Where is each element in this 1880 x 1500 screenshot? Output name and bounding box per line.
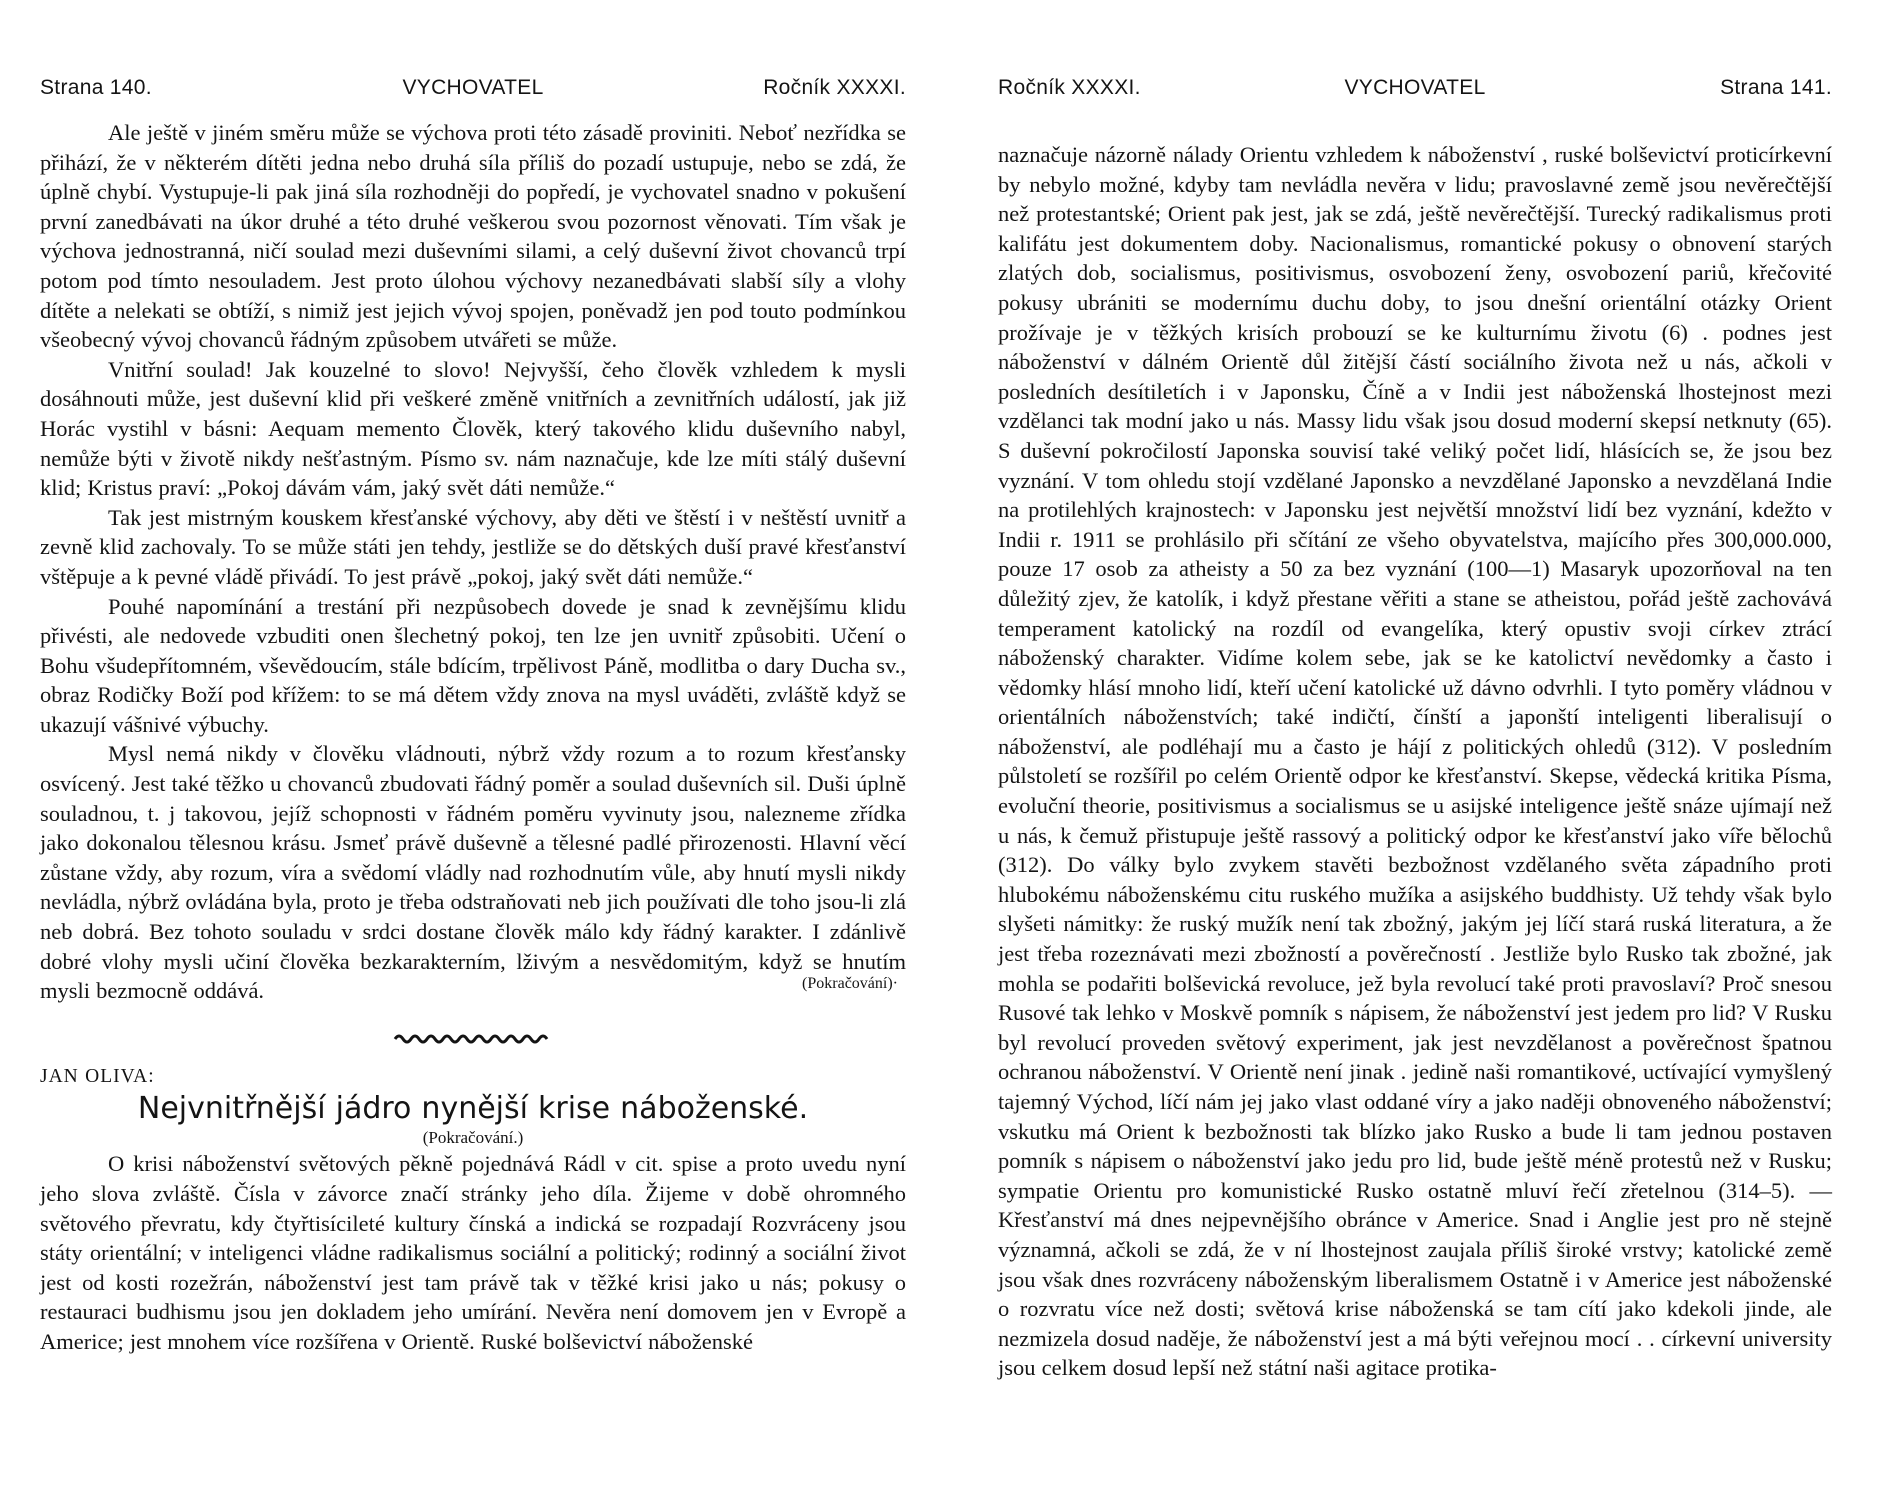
right-page	[998, 0, 1832, 1500]
left-journal-title: VYCHOVATEL	[402, 76, 544, 99]
left-running-header	[40, 76, 906, 102]
paragraph: naznačuje názorně nálady Orientu vzhledem k náboženství , ruské bolševictví proticírkevní by nebylo možné, kdyby tam nevládla nevěra v lidu; pravoslavné země jsou nevěrečtější než protestantské; Orient pak jest, jak se zdá, ještě nevěrečtější. Turecký radikalismus proti kalifátu jest dokumentem doby. Nacionalismus, romantické pokusy o obnovení starých zlatých dob, socialismus, positivismus, osvobození ženy, osvobození pariů, křečovité pokusy ubrániti se modernímu duchu doby, to jsou dnešní orientální otázky Orient prožívaje je v těžkých krisích probouzí se ke kulturnímu životu (6) . podnes jest náboženství v dálném Orientě důl žitější částí sociálního života než u nás, ačkoli v posledních desítiletích i v Japonsku, Číně a v Indii jest náboženská lhostejnost mezi vzdělanci tak modní jako u nás. Massy lidu však jsou dosud moderní skepsí netknuty (65). S duševní pokročilostí Japonska souvisí také veliký počet lidí, hlásících se, že jsou bez vyznání. V tom ohledu stojí vzdělané Japonsko a nevzdělané Japonsko a nevzdělaná Indie na protilehlých krajnostech: v Japonsku jest největší množství lidí bez vyznání, kdežto v Indii r. 1911 se prohlásilo při sčítání ze všeho obyvatelstva, majícího přes 300,000.000, pouze 17 osob za atheisty a 50 za bez vyznání (100—1) Masaryk upozorňoval na ten důležitý zjev, že katolík, i když přestane věřiti a stane se atheistou, pořád ještě zachovává temperament katolický na rozdíl od evangelíka, který opustiv svoji církev ztrácí náboženský charakter. Vidíme kolem sebe, jak se ke katolictví nevědomky a často i vědomky hlásí mnoho lidí, kteří učení katolické už dávno odvrhli. I tyto poměry vládnou v orientálních náboženstvích; také indičtí, čínští a japonští inteligenti liberalisují o náboženství, ale podléhají mu a často je hájí z politických ohledů (312). V posledním půlstoletí se rozšířil po celém Orientě odpor ke křesťanství. Skepse, vědecká kritika Písma, evoluční theorie, positivismus a socialismus se u asijské inteligence ještě snáze ujímají než u nás, k čemuž přistupuje ještě rassový a politický odpor ke křesťanství jako víře bělochů (312). Do války bylo zvykem stavěti bezbožnost vzdělaného světa západního proti hlubokému náboženskému citu ruského mužíka a asijského buddhisty. Už tehdy však bylo slyšeti námitky: že ruský mužík není tak zbožný, jakým jej líčí stará ruská literatura, a že jest třeba rozeznávati mezi zbožností a pověrečností . Jestliže bylo Rusko tak zbožné, jak mohla se podařiti bolševická revoluce, jež byla revolucí také proti pravoslaví? Proč snesou Rusové tak lehko v Moskvě pomník s nápisem, že náboženství jest jedem pro lid? V Rusku byl revolucí proveden světový experiment, jak jest nevzdělanost a pověrečnost špatnou ochranou náboženství. V Orientě není jinak . jedině naši romantikové, uctívající vymyšlený tajemný Východ, líčí nám jej jako vlast oddané víry a jako naději obnoveného náboženství; vskutku má Orient k bezbožnosti tak blízko jako Rusko a bude li tam jednou postaven pomník s nápisem o náboženství jako jedu pro lid, bude ještě méně protestů než v Rusku; sympatie Orientu pro komunistické Rusko ostatně mluví řečí zřetelnou (314–5). — Křesťanství má dnes nejpevnějšího obránce v Americe. Snad i Anglie jest pro ně stejně významná, ačkoli se zdá, že v ní lhostejnost zaujala příliš široké vrstvy; katolické země jsou však dnes rozvráceny náboženským liberalismem Ostatně i v Americe jest náboženské o rozvratu více než dosti; světová krise náboženská se tam cítí jako kdekoli jinde, ale nezmizela dosud naděje, že náboženství jest a má býti veřejnou mocí . . církevní university jsou celkem dosud lepší než státní naši agitace protika-	[998, 142, 1832, 1381]
article-paragraph: O krisi náboženství světových pěkně pojednává Rádl v cit. spise a proto uvedu nyní jeho slova zvláště. Čísla v závorce značí stránky jeho díla. Žijeme v době ohromného světového převratu, kdy čtyřtisícileté kultury čínská a indická se rozpadají Rozvráceny jsou státy orientální; v inteligenci vládne radikalismus sociální a politický; rodinný a sociální život jest od kosti rozežrán, náboženství jest tam právě tak v těžké krisi jako u nás; pokusy o restauraci budhismu jsou jen dokladem jeho umírání. Nevěra není domovem jen v Evropě a Americe; jest mnohem více rozšířena v Orientě. Ruské bolševictví náboženské	[40, 1151, 906, 1354]
left-body	[40, 118, 906, 1357]
article-subtitle: (Pokračování.)	[422, 1128, 524, 1148]
squiggle-divider	[393, 1032, 553, 1046]
paragraph: Ale ještě v jiném směru může se výchova proti této zásadě proviniti. Neboť nezřídka se přihází, že v některém dítěti jedna nebo druhá síla příliš do pozadí ustupuje, nebo se zdá, že úplně chybí. Vystupuje-li pak jiná síla rozhodněji do popředí, je vychovatel snadno v pokušení první zanedbávati na úkor druhé a této druhé veškerou svou pozornost věnovati. Tím však je výchova jednostranná, ničí soulad mezi duševními silami, a celý duševní život chovanců trpí potom pod tímto nesouladem. Jest proto úlohou výchovy nezanedbávati slabší síly a vlohy dítěte a nelekati se obtíží, s nimiž jest jejich vývoj spojen, poněvadž jen pod touto podmínkou všeobecný vývoj chovanců řádným způsobem utvářeti se může.	[40, 120, 906, 353]
right-running-header	[998, 76, 1832, 102]
right-page-number: Strana 141.	[1720, 76, 1832, 99]
paragraph: Vnitřní soulad! Jak kouzelné to slovo! Nejvyšší, čeho člověk vzhledem k mysli dosáhnouti může, jest duševní klid při veškeré změně vnitřních a zevnitřních událostí, jak již Horác vystihl v básni: Aequam memento Člověk, který takového klidu duševního nabyl, nemůže býti v životě nikdy nešťastným. Písmo sv. nám naznačuje, kde lze míti stálý duševní klid; Kristus praví: „Pokoj dávám vám, jaký svět dáti nemůže.“	[40, 356, 906, 501]
left-volume: Ročník XXXXI.	[763, 76, 906, 99]
article-title: Nejvnitřnější jádro nynější krise náboženské.	[137, 1091, 809, 1127]
paragraph: Pouhé napomínání a trestání při nezpůsobech dovede je snad k zevnějšímu klidu přivésti, ale nedovede vzbuditi onen šlechetný pokoj, ten lze jen uvnitř způsobiti. Učení o Bohu všudepřítomném, vševědoucím, stále bdícím, trpělivost Páně, modlitba o dary Ducha sv., obraz Rodičky Boží pod křížem: to se má dětem vždy znova na mysl uváděti, zvláště když se ukazují vášnivé výbuchy.	[40, 593, 906, 737]
right-journal-title: VYCHOVATEL	[1344, 76, 1486, 99]
paragraph-with-continuation	[40, 739, 906, 1005]
right-volume: Ročník XXXXI.	[998, 76, 1141, 99]
left-page-number: Strana 140.	[40, 76, 152, 99]
left-page	[40, 0, 906, 1500]
continuation-note: (Pokračování)·	[802, 975, 898, 993]
right-body	[998, 140, 1832, 1383]
paragraph: Mysl nemá nikdy v člověku vládnouti, nýbrž vždy rozum a to rozum křesťansky osvícený. Jest také těžko u chovanců zbudovati řádný poměr a soulad duševních sil. Duši úplně souladnou, t. j takovou, jejíž schopnosti v řádném poměru vyvinuty jsou, nalezneme zřídka jako dokonalou tělesnou krásu. Jsmeť právě duševně a tělesné padlé přirozenosti. Hlavní věcí zůstane vždy, aby rozum, víra a svědomí vládly nad rozhodnutím vůle, aby hnutí mysli nikdy nevládla, nýbrž ovládána byla, proto je třeba odstraňovati neb jich používati dle toho jsou-li zlá neb dobrá. Bez tohoto souladu v srdci dostane člověk málo kdy řádný karakter. I zdánlivě dobré vlohy mysli učiní člověka bezkarakterním, lživým a nesvědomitým, když se hnutím mysli bezmocně oddává.	[40, 741, 906, 1004]
paragraph: Tak jest mistrným kouskem křesťanské výchovy, aby děti ve štěstí i v neštěstí uvnitř a zevně klid zachovaly. To se může státi jen tehdy, jestliže se do dětských duší pravé křesťanství vštěpuje a k pevné vládě přivádí. To jest právě „pokoj, jaký svět dáti nemůže.“	[40, 504, 906, 589]
article-author: JAN OLIVA:	[40, 1065, 155, 1087]
